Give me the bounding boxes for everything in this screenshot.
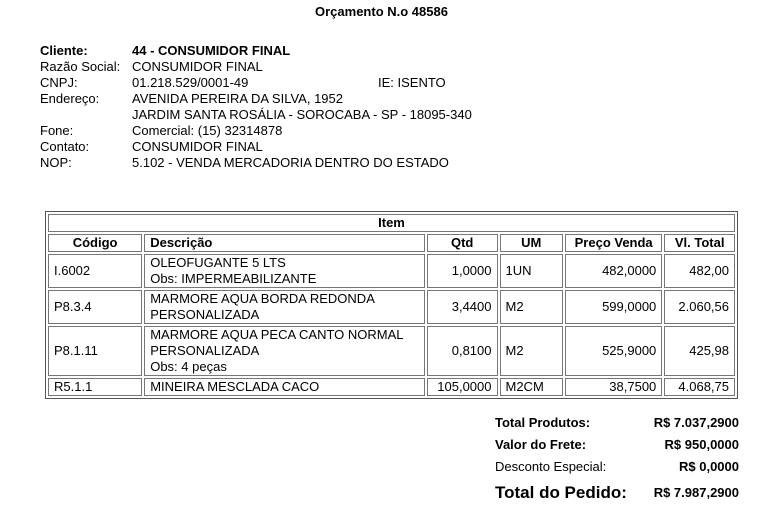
razao-social-label: Razão Social: bbox=[40, 59, 121, 74]
table-row bbox=[48, 290, 735, 324]
table-row bbox=[48, 254, 735, 288]
header-preco-venda: Preço Venda bbox=[565, 234, 662, 252]
cell-qtd: 1,0000 bbox=[427, 254, 498, 288]
cell-codigo: R5.1.1 bbox=[48, 378, 142, 396]
cliente-label: Cliente: bbox=[40, 43, 88, 58]
cell-codigo: P8.1.11 bbox=[48, 326, 142, 376]
desc-line: PERSONALIZADA bbox=[150, 307, 260, 322]
desc-line: OLEOFUGANTE 5 LTS bbox=[150, 255, 286, 270]
cell-preco: 482,0000 bbox=[565, 254, 662, 288]
cnpj-label: CNPJ: bbox=[40, 75, 78, 90]
cell-codigo: P8.3.4 bbox=[48, 290, 142, 324]
cell-preco: 38,7500 bbox=[565, 378, 662, 396]
cell-qtd: 105,0000 bbox=[427, 378, 498, 396]
cliente-value: 44 - CONSUMIDOR FINAL bbox=[132, 43, 291, 58]
razao-social-value: CONSUMIDOR FINAL bbox=[132, 59, 263, 74]
valor-frete-value: R$ 950,0000 bbox=[664, 437, 739, 452]
cell-preco: 525,9000 bbox=[565, 326, 662, 376]
header-codigo: Código bbox=[48, 234, 142, 252]
valor-frete-row bbox=[495, 436, 739, 458]
contato-label: Contato: bbox=[40, 139, 90, 154]
cell-total: 4.068,75 bbox=[664, 378, 735, 396]
nop-value: 5.102 - VENDA MERCADORIA DENTRO DO ESTADO bbox=[132, 155, 449, 170]
nop-label: NOP: bbox=[40, 155, 72, 170]
items-table bbox=[45, 211, 738, 399]
desc-line: MINEIRA MESCLADA CACO bbox=[150, 379, 320, 394]
cell-total: 482,00 bbox=[664, 254, 735, 288]
total-produtos-value: R$ 7.037,2900 bbox=[653, 415, 739, 430]
fone-label: Fone: bbox=[40, 123, 74, 138]
desconto-especial-label: Desconto Especial: bbox=[495, 459, 607, 474]
header-um: UM bbox=[500, 234, 564, 252]
cell-descricao bbox=[144, 290, 425, 324]
ie-value: IE: ISENTO bbox=[378, 75, 446, 90]
header-vl-total: Vl. Total bbox=[664, 234, 735, 252]
total-produtos-label: Total Produtos: bbox=[495, 415, 591, 430]
endereco-label: Endereço: bbox=[40, 91, 100, 106]
desc-line: Obs: IMPERMEABILIZANTE bbox=[150, 271, 317, 286]
total-pedido-label: Total do Pedido: bbox=[495, 483, 627, 502]
desconto-especial-value: R$ 0,0000 bbox=[679, 459, 739, 474]
cell-total: 2.060,56 bbox=[664, 290, 735, 324]
cell-descricao bbox=[144, 254, 425, 288]
cell-descricao bbox=[144, 378, 425, 396]
endereco-line2: JARDIM SANTA ROSÁLIA - SOROCABA - SP - 18095-340 bbox=[132, 107, 472, 122]
cell-codigo: I.6002 bbox=[48, 254, 142, 288]
desc-line: MARMORE AQUA PECA CANTO NORMAL bbox=[150, 327, 404, 342]
total-produtos-row bbox=[495, 414, 739, 436]
cell-um: M2 bbox=[500, 326, 564, 376]
fone-value: Comercial: (15) 32314878 bbox=[132, 123, 283, 138]
table-row bbox=[48, 326, 735, 376]
cell-total: 425,98 bbox=[664, 326, 735, 376]
header-descricao: Descrição bbox=[144, 234, 425, 252]
cell-um: 1UN bbox=[500, 254, 564, 288]
table-caption: Item bbox=[48, 214, 735, 232]
valor-frete-label: Valor do Frete: bbox=[495, 437, 587, 452]
table-row bbox=[48, 378, 735, 396]
total-pedido-row bbox=[495, 480, 739, 506]
endereco-line1: AVENIDA PEREIRA DA SILVA, 1952 bbox=[132, 91, 343, 106]
cell-qtd: 0,8100 bbox=[427, 326, 498, 376]
desconto-especial-row bbox=[495, 458, 739, 480]
contato-value: CONSUMIDOR FINAL bbox=[132, 139, 263, 154]
desc-line: PERSONALIZADA bbox=[150, 343, 260, 358]
cnpj-number: 01.218.529/0001-49 bbox=[132, 75, 249, 90]
table-header-row bbox=[48, 234, 735, 252]
total-pedido-value: R$ 7.987,2900 bbox=[653, 485, 739, 500]
cnpj-value bbox=[132, 75, 446, 91]
cell-um: M2CM bbox=[500, 378, 564, 396]
totals-block bbox=[495, 414, 739, 506]
document-title: Orçamento N.o 48586 bbox=[315, 4, 448, 19]
cell-preco: 599,0000 bbox=[565, 290, 662, 324]
desc-line: Obs: 4 peças bbox=[150, 359, 227, 374]
cell-um: M2 bbox=[500, 290, 564, 324]
header-qtd: Qtd bbox=[427, 234, 498, 252]
desc-line: MARMORE AQUA BORDA REDONDA bbox=[150, 291, 375, 306]
cell-qtd: 3,4400 bbox=[427, 290, 498, 324]
cell-descricao bbox=[144, 326, 425, 376]
